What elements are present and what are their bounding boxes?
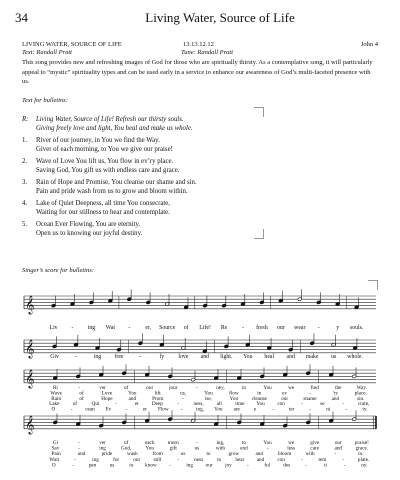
- lyric-syllable: ni: [326, 406, 331, 413]
- lyric-syllable: You: [145, 445, 154, 452]
- lyric-syllable: Lake: [49, 401, 60, 408]
- lyric-syllable: flow: [229, 390, 239, 397]
- lyric-syllable: er: [142, 406, 148, 413]
- lyric-syllable: with: [215, 445, 226, 452]
- verse-number: 3.: [22, 179, 28, 186]
- lyric-syllable: Source: [159, 325, 176, 331]
- verse-line: Giving freely love and light, You heal and make us whole.: [36, 125, 193, 132]
- bulletin-text-label: Text for bulletins:: [22, 97, 68, 104]
- lyric-syllable: Re: [220, 325, 228, 331]
- lyric-syllable: ing: [99, 445, 106, 452]
- lyric-syllable: des: [283, 462, 291, 469]
- treble-clef-icon: 𝄞: [25, 416, 35, 434]
- lyric-syllable: and: [331, 395, 340, 402]
- lyric-syllable: end: [240, 445, 248, 452]
- verse-line: Saving God, You gift us with endless care and grace.: [36, 167, 180, 174]
- singer-score-label: Singer’s score for bulletins:: [22, 267, 94, 274]
- verse-line: Waiting for our stillness to hear and contemplate.: [36, 209, 170, 216]
- verse-line: River of our journey, in You we find the Way.: [36, 137, 160, 144]
- lyric-syllable: -: [309, 406, 311, 413]
- lyric-syllable: -: [247, 462, 249, 469]
- lyric-syllable: praise!: [354, 440, 369, 446]
- verse-number: R:: [22, 116, 29, 123]
- lyric-syllable: Ev: [105, 406, 112, 413]
- verse-number: 5.: [22, 221, 28, 228]
- lyric-syllable: God,: [121, 445, 132, 452]
- lyric-syllable: heal: [264, 354, 275, 360]
- description-paragraph: This song provides new and refreshing images of God for those who are spiritually thirsty. As a contemplative song, it will particularly appeal to “mystic” spirituality types and can be used early in a service to enhance our awareness of God’s multi-faceted presence with us.: [22, 59, 373, 85]
- verse-line: Wave of Love You lift us, You flow in ev’ry place.: [36, 158, 174, 165]
- lyric-syllable: ter: [288, 406, 295, 413]
- lyric-syllable: ly: [159, 354, 165, 360]
- lyric-syllable: -: [72, 462, 75, 469]
- lyric-syllable: us: [331, 354, 337, 360]
- lyric-syllable: et: [134, 401, 139, 408]
- lyric-syllable: You: [229, 395, 239, 402]
- lyric-syllable: You: [214, 406, 223, 413]
- lyric-syllable: -: [300, 456, 303, 463]
- lyric-syllable: fresh: [256, 325, 268, 331]
- treble-clef-icon: 𝄞: [25, 370, 35, 388]
- lyric-syllable: -: [177, 401, 179, 408]
- lyric-syllable: Pain: [51, 451, 61, 458]
- lyric-syllable: -: [342, 401, 344, 408]
- lyric-syllable: Flow: [157, 406, 169, 413]
- lyric-syllable: in: [241, 385, 247, 391]
- lyric-syllable: for: [113, 456, 120, 463]
- lyric-syllable: each: [144, 440, 155, 446]
- lyric-syllable: us: [180, 451, 186, 458]
- lyric-syllable: give: [310, 440, 320, 446]
- lyric-syllable: of: [72, 401, 78, 408]
- verse-line: Ocean Ever Flowing, You are eternity.: [36, 221, 141, 228]
- lyric-syllable: Hope: [101, 395, 113, 402]
- lyric-syllable: light.: [220, 354, 233, 360]
- lyric-syllable: You: [204, 390, 213, 397]
- lyric-syllable: You: [256, 401, 265, 408]
- lyric-syllable: our: [334, 440, 342, 446]
- verse-line: Giver of each morning, to You we give our praise!: [36, 146, 173, 153]
- lyric-syllable: pride: [101, 451, 113, 458]
- lyric-syllable: Love: [101, 390, 113, 397]
- lyric-syllable: and: [334, 445, 343, 452]
- lyric-syllable: -: [125, 406, 128, 413]
- lyric-syllable: You: [263, 440, 272, 446]
- lyric-syllable: ev: [282, 390, 288, 397]
- lyric-syllable: O: [51, 406, 56, 413]
- lyric-syllable: -: [182, 395, 184, 402]
- lyric-syllable: ness: [194, 456, 204, 463]
- lyric-syllable: con: [277, 456, 285, 463]
- lyric-syllable: -: [71, 325, 74, 331]
- lyric-syllable: are: [233, 406, 240, 413]
- lyric-syllable: y: [336, 325, 340, 331]
- lyric-syllable: O: [51, 462, 56, 469]
- tune-credit: Tune: Randall Pratt: [181, 49, 233, 56]
- lyric-syllable: hear: [235, 456, 245, 463]
- lyric-syllable: -: [75, 354, 78, 360]
- verse-line: Open us to knowing our joyful destiny.: [36, 230, 143, 237]
- lyric-syllable: ing,: [216, 440, 225, 446]
- lyric-syllable: ing: [186, 462, 193, 469]
- lyric-syllable: of: [123, 385, 129, 391]
- lyric-syllable: our: [205, 462, 213, 469]
- lyric-syllable: se: [320, 401, 325, 408]
- lyric-syllable: -: [115, 401, 117, 408]
- lyric-syllable: ney,: [216, 385, 225, 391]
- lyric-syllable: us: [194, 445, 200, 452]
- lyric-syllable: joy: [225, 462, 232, 469]
- lyric-syllable: -: [70, 406, 73, 413]
- lyric-syllable: whole.: [347, 354, 363, 360]
- lyric-syllable: cean: [85, 406, 95, 413]
- lyric-syllable: Way.: [356, 385, 368, 391]
- lyric-syllable: the: [335, 385, 342, 391]
- lyric-syllable: cleanse: [251, 395, 267, 402]
- lyric-syllable: crate,: [357, 401, 370, 408]
- lyric-syllable: -: [195, 385, 198, 391]
- lyric-syllable: our: [146, 385, 154, 391]
- scripture-reference: John 4: [360, 41, 378, 48]
- lyric-syllable: ful: [264, 462, 271, 469]
- lyric-syllable: Liv: [49, 325, 58, 331]
- lyric-syllable: jour: [169, 385, 178, 391]
- lyric-syllable: You: [128, 390, 137, 397]
- lyric-syllable: -: [195, 440, 198, 446]
- lyric-syllable: of: [79, 395, 84, 402]
- lyric-syllable: our: [277, 325, 285, 331]
- lyric-syllable: ing: [93, 354, 102, 360]
- lyric-syllable: ing: [87, 325, 96, 331]
- lyric-syllable: place.: [354, 390, 367, 397]
- verse-line: Pain and pride wash from us to grow and bloom within.: [36, 188, 188, 195]
- text-credit: Text: Randall Pratt: [22, 49, 72, 56]
- lyric-syllable: Wave: [50, 390, 62, 397]
- lyric-syllable: sin.: [357, 395, 365, 402]
- lyric-syllable: in: [257, 390, 262, 397]
- lyric-syllable: make: [305, 354, 319, 360]
- lyric-syllable: wash: [126, 451, 138, 458]
- lyric-syllable: care: [310, 445, 320, 452]
- lyric-syllable: our: [281, 395, 289, 402]
- lyric-syllable: con: [277, 401, 285, 408]
- lyric-syllable: bloom: [277, 451, 292, 458]
- lyric-syllable: -: [317, 325, 320, 331]
- lyric-syllable: free: [114, 354, 124, 360]
- lyric-syllable: to: [129, 462, 134, 469]
- page-title: Living Water, Source of Life: [145, 10, 295, 25]
- lyric-syllable: ness,: [193, 401, 204, 408]
- lyric-syllable: Gi: [52, 440, 59, 446]
- lyric-syllable: with: [305, 451, 315, 458]
- verse-number: 2.: [22, 158, 28, 165]
- lyric-syllable: plate.: [357, 456, 370, 463]
- lyric-syllable: Deep: [151, 401, 163, 408]
- lyric-syllable: -: [128, 325, 131, 331]
- lyric-syllable: Sav: [51, 445, 60, 452]
- lyric-syllable: lift: [154, 390, 161, 397]
- lyric-syllable: and: [200, 354, 210, 360]
- lyric-syllable: Ri: [52, 385, 58, 391]
- lyric-syllable: Giv: [50, 354, 59, 360]
- treble-clef-icon: 𝄞: [25, 296, 35, 314]
- lyric-syllable: to: [206, 451, 211, 458]
- lyric-syllable: shame: [303, 395, 317, 402]
- lyric-syllable: our: [133, 456, 141, 463]
- lyric-syllable: to: [241, 440, 247, 446]
- lyric-syllable: You: [243, 354, 253, 360]
- lyric-syllable: -: [78, 385, 80, 391]
- verse-line: Living Water, Source of Life! Refresh our thirsty souls.: [36, 116, 184, 123]
- lyric-syllable: we: [288, 385, 295, 391]
- lyric-syllable: ver: [99, 385, 106, 391]
- lyric-syllable: love: [178, 354, 189, 360]
- verse-line: Lake of Quiet Deepness, all time You consecrate,: [36, 200, 171, 207]
- lyric-syllable: and: [255, 451, 263, 458]
- lyric-syllable: 'ry: [332, 390, 339, 397]
- lyric-syllable: and: [286, 354, 295, 360]
- lyric-syllable: less: [287, 445, 296, 452]
- lyric-syllable: in.: [358, 451, 364, 458]
- lyric-syllable: of: [123, 440, 129, 446]
- lyric-syllable: and: [128, 395, 137, 402]
- lyric-syllable: -: [345, 406, 348, 413]
- lyric-syllable: -: [309, 390, 311, 397]
- lyric-syllable: of: [79, 390, 84, 397]
- lyric-syllable: Wait: [49, 456, 60, 463]
- lyric-syllable: -: [78, 445, 80, 452]
- lyric-syllable: pen: [88, 462, 97, 469]
- lyric-syllable: Life!: [199, 325, 211, 331]
- lyric-syllable: of: [183, 325, 189, 331]
- lyric-syllable: -: [305, 462, 307, 469]
- lyric-syllable: -: [180, 406, 183, 413]
- lyric-syllable: we: [288, 440, 295, 446]
- verse-number: 1.: [22, 137, 28, 144]
- lyric-syllable: Rain: [51, 395, 62, 402]
- lyric-syllable: -: [334, 451, 337, 458]
- lyric-syllable: Prom: [152, 395, 164, 402]
- lyric-syllable: still: [153, 456, 162, 463]
- lyric-syllable: wear: [294, 325, 306, 331]
- lyric-syllable: grace.: [355, 445, 369, 452]
- hymn-meter: 13.13.12.12: [183, 41, 214, 48]
- lyric-syllable: souls.: [349, 325, 364, 331]
- lyric-syllable: er,: [145, 325, 152, 331]
- lyric-syllable: -: [78, 440, 80, 446]
- lyric-syllable: You: [263, 385, 272, 391]
- lyric-syllable: tem: [318, 456, 327, 463]
- lyric-syllable: time: [235, 401, 245, 408]
- lyric-syllable: and: [77, 451, 86, 458]
- lyric-syllable: find: [310, 385, 319, 391]
- lyric-syllable: morn: [167, 440, 179, 446]
- hymn-title: LIVING WATER, SOURCE OF LIFE: [22, 41, 122, 48]
- verse-number: 4.: [22, 200, 28, 207]
- lyric-syllable: know: [145, 462, 157, 469]
- lyric-syllable: ise,: [204, 395, 212, 402]
- lyric-syllable: Qui: [91, 401, 100, 408]
- lyric-syllable: -: [266, 445, 269, 452]
- lyric-syllable: and: [256, 456, 265, 463]
- lyric-syllable: ti: [324, 462, 327, 469]
- lyric-syllable: e: [253, 406, 257, 413]
- lyric-syllable: from: [152, 451, 163, 458]
- verse-line: Rain of Hope and Promise, You cleanse our shame and sin.: [36, 179, 197, 186]
- treble-clef-icon: 𝄞: [25, 340, 35, 358]
- lyric-syllable: -: [344, 462, 346, 469]
- lyric-syllable: Wat: [105, 325, 116, 331]
- lyric-syllable: -: [74, 456, 76, 463]
- lyric-syllable: ing,: [196, 406, 204, 413]
- lyric-syllable: ty.: [362, 406, 368, 413]
- lyric-syllable: -: [139, 354, 142, 360]
- lyric-syllable: grow: [228, 451, 240, 458]
- page-number: 34: [15, 10, 28, 25]
- lyric-syllable: -: [272, 406, 275, 413]
- lyric-syllable: -: [169, 462, 172, 469]
- lyric-syllable: -: [342, 456, 344, 463]
- lyric-syllable: -: [300, 401, 303, 408]
- lyric-syllable: -: [242, 325, 244, 331]
- lyric-syllable: -: [177, 456, 179, 463]
- lyric-syllable: ver: [99, 440, 106, 446]
- lyric-syllable: to: [217, 456, 222, 463]
- lyric-syllable: us,: [180, 390, 187, 397]
- lyric-syllable: us: [109, 462, 115, 469]
- lyric-syllable: all: [216, 401, 222, 408]
- lyric-syllable: ny.: [361, 462, 368, 469]
- lyric-syllable: ing: [92, 456, 99, 463]
- lyric-syllable: gift: [169, 445, 177, 452]
